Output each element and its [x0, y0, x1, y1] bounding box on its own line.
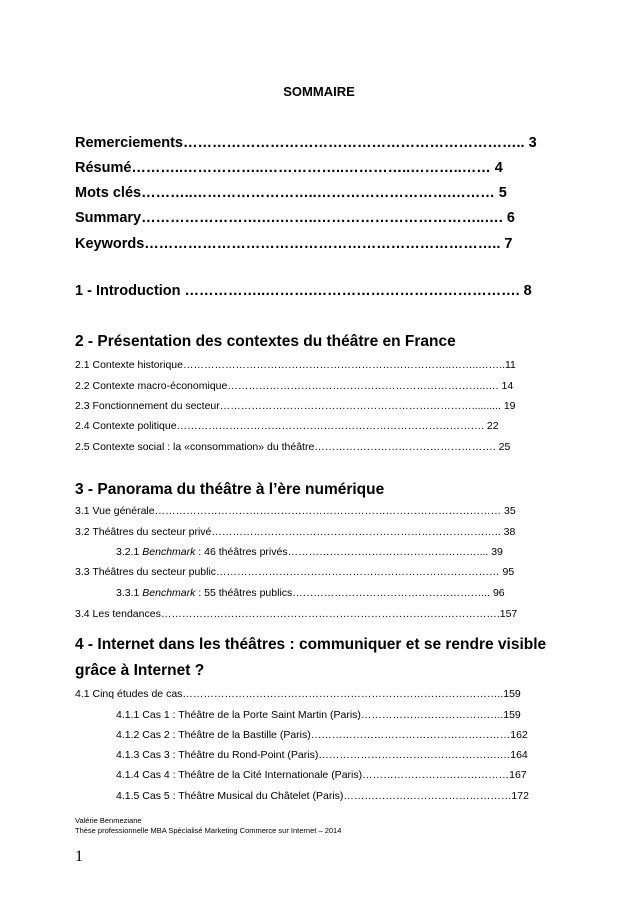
toc-entry: 4.1.1 Cas 1 : Théâtre de la Porte Saint Martin (Paris)…………………………………..159 — [116, 709, 521, 721]
toc-entry: 2.1 Contexte historique…………………………………………………………………..……..……..11 — [75, 359, 516, 371]
toc-entry: 3.4 Les tendances…………………………………………………………………………………….157 — [75, 608, 518, 620]
toc-entry: Summary…………………….….……..……………………………..…. 6 — [75, 210, 515, 226]
toc-entry: 4.1.5 Cas 5 : Théâtre Musical du Châtelet (Paris)…………………………………………172 — [116, 790, 529, 802]
footer-author: Valérie Benmeziane — [75, 816, 142, 825]
toc-entry: 3.3.1 Benchmark : 55 théâtres publics………………………………………………... 96 — [116, 587, 505, 599]
toc-entry: 2.2 Contexte macro-économique………………………………………………………………..…. 14 — [75, 380, 514, 392]
page-number: 1 — [75, 848, 83, 865]
toc-entry: Keywords……………………………………………………………….. 7 — [75, 236, 513, 252]
toc-entry: 2.4 Contexte politique……………………………………………………………………………. 22 — [75, 420, 499, 432]
toc-entry: 3.2.1 Benchmark : 46 théâtres privés……………………………………………….... 39 — [116, 546, 503, 558]
toc-entry: Remerciements…………………………………………………………….. 3 — [75, 135, 537, 151]
toc-entry: 3.2 Théâtres du secteur privé……………………………………………………………………….. 38 — [75, 526, 516, 538]
toc-entry: 3 - Panorama du théâtre à l’ère numérique — [75, 481, 385, 498]
toc-entry: 2 - Présentation des contextes du théâtre en France — [75, 333, 456, 350]
toc-entry: 1 - Introduction ……………..……….……………………………………. 8 — [75, 283, 532, 299]
toc-entry: 4 - Internet dans les théâtres : communiquer et se rendre visible — [75, 636, 547, 653]
toc-entry: 4.1.4 Cas 4 : Théâtre de la Cité Internationale (Paris)……………………………………167 — [116, 769, 527, 781]
toc-entry: 4.1 Cinq études de cas………………………………………………………………………………..159 — [75, 688, 521, 700]
footer-thesis: Thèse professionnelle MBA Spécialisé Marketing Commerce sur Internet – 2014 — [75, 826, 342, 835]
toc-entry: 3.3 Théâtres du secteur public……………………………………………………………………… 95 — [75, 566, 515, 578]
toc-entry: 2.5 Contexte social : la «consommation» du théâtre……………………………………………. 25 — [75, 441, 511, 453]
toc-entry: 4.1.3 Cas 3 : Théâtre du Rond-Point (Paris)…………………………………………….…164 — [116, 749, 528, 761]
toc-entry: 2.3 Fonctionnement du secteur……………………………………………………………….......... 19 — [75, 400, 516, 412]
toc-entry: Résumé………..……………..……………..…………..………..…… 4 — [75, 160, 503, 176]
toc-entry: 3.1 Vue générale……………………………………………………………………………………… 35 — [75, 505, 516, 517]
toc-entry: Mots clés………..……………………..……………………….……… 5 — [75, 185, 507, 201]
toc-entry: grâce à Internet ? — [75, 662, 205, 679]
toc-entry: 4.1.2 Cas 2 : Théâtre de la Bastille (Paris)…………………………………………………162 — [116, 729, 528, 741]
page-title: SOMMAIRE — [283, 84, 355, 99]
